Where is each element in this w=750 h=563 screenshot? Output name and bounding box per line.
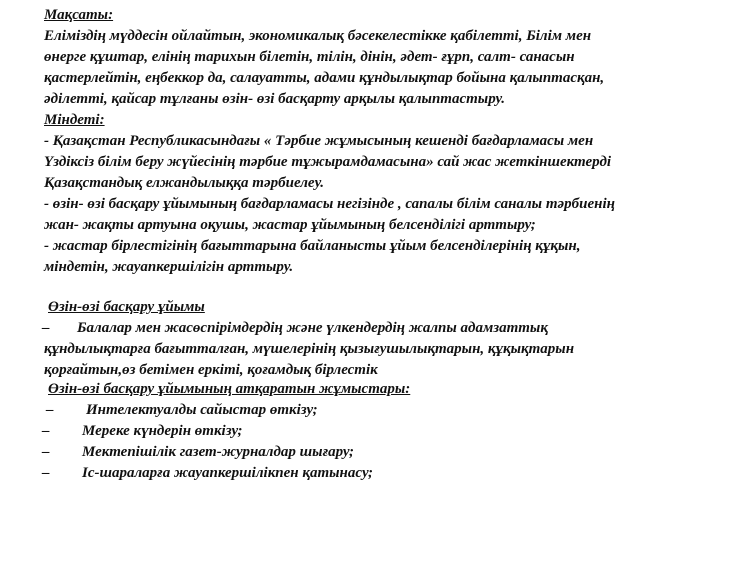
goal-line-2: өнерге құштар, елінің тарихын білетін, тілін, дінін, әдет- ғұрп, салт- санасын <box>44 49 575 65</box>
activity-dash-4: – <box>42 465 50 481</box>
activity-dash-1: – <box>46 402 54 418</box>
goal-heading: Мақсаты: <box>44 7 114 23</box>
organization-line-1: Балалар мен жасөспірімдердің және үлкендердің жалпы адамзаттық <box>77 320 548 336</box>
activities-heading: Өзін-өзі басқару ұйымының атқаратын жұмыстары: <box>48 381 411 397</box>
tasks-line-3: Қазақстандық елжандылыққа тәрбиелеу. <box>44 175 325 191</box>
goal-line-1: Еліміздің мүддесін ойлайтын, экономикалық бәсекелестікке қабілетті, Білім мен <box>44 28 592 44</box>
activity-item-4: Іс-шараларға жауапкершілікпен қатынасу; <box>82 465 374 481</box>
tasks-heading: Міндеті: <box>44 112 105 128</box>
tasks-line-7: міндетін, жауапкершілігін арттыру. <box>44 259 294 275</box>
activity-item-3: Мектепішілік газет-журналдар шығару; <box>82 444 354 460</box>
organization-heading: Өзін-өзі басқару ұйымы <box>48 299 205 315</box>
tasks-line-2: Үздіксіз білім беру жүйесінің тәрбие тұжырамдамасына» сай жас жеткіншектерді <box>44 154 612 170</box>
goal-line-4: әділетті, қайсар тұлғаны өзін- өзі басқарту арқылы қалыптастыру. <box>44 91 505 107</box>
tasks-line-1: - Қазақстан Республикасындағы « Тәрбие жұмысының кешенді бағдарламасы мен <box>44 133 594 149</box>
organization-line-2: құндылықтарға бағытталған, мүшелерінің қызығушылықтарын, құқықтарын <box>44 341 575 357</box>
activity-dash-3: – <box>42 444 50 460</box>
activity-dash-2: – <box>42 423 50 439</box>
tasks-line-5: жан- жақты артуына оқушы, жастар ұйымының белсенділігі арттыру; <box>44 217 536 233</box>
activity-item-1: Интелектуалды сайыстар өткізу; <box>86 402 318 418</box>
organization-line-3: қорғайтын,өз бетімен еркіті, қоғамдық бірлестік <box>44 362 378 378</box>
goal-line-3: қастерлейтін, еңбеккор да, салауатты, адами құндылықтар бойына қалыптасқан, <box>44 70 605 86</box>
tasks-line-4: - өзін- өзі басқару ұйымының бағдарламасы негізінде , сапалы білім саналы тәрбиенің <box>44 196 615 212</box>
organization-dash: – <box>42 320 50 336</box>
tasks-line-6: - жастар бірлестігінің бағыттарына байланысты ұйым белсенділерінің құқын, <box>44 238 581 254</box>
activity-item-2: Мереке күндерін өткізу; <box>82 423 243 439</box>
